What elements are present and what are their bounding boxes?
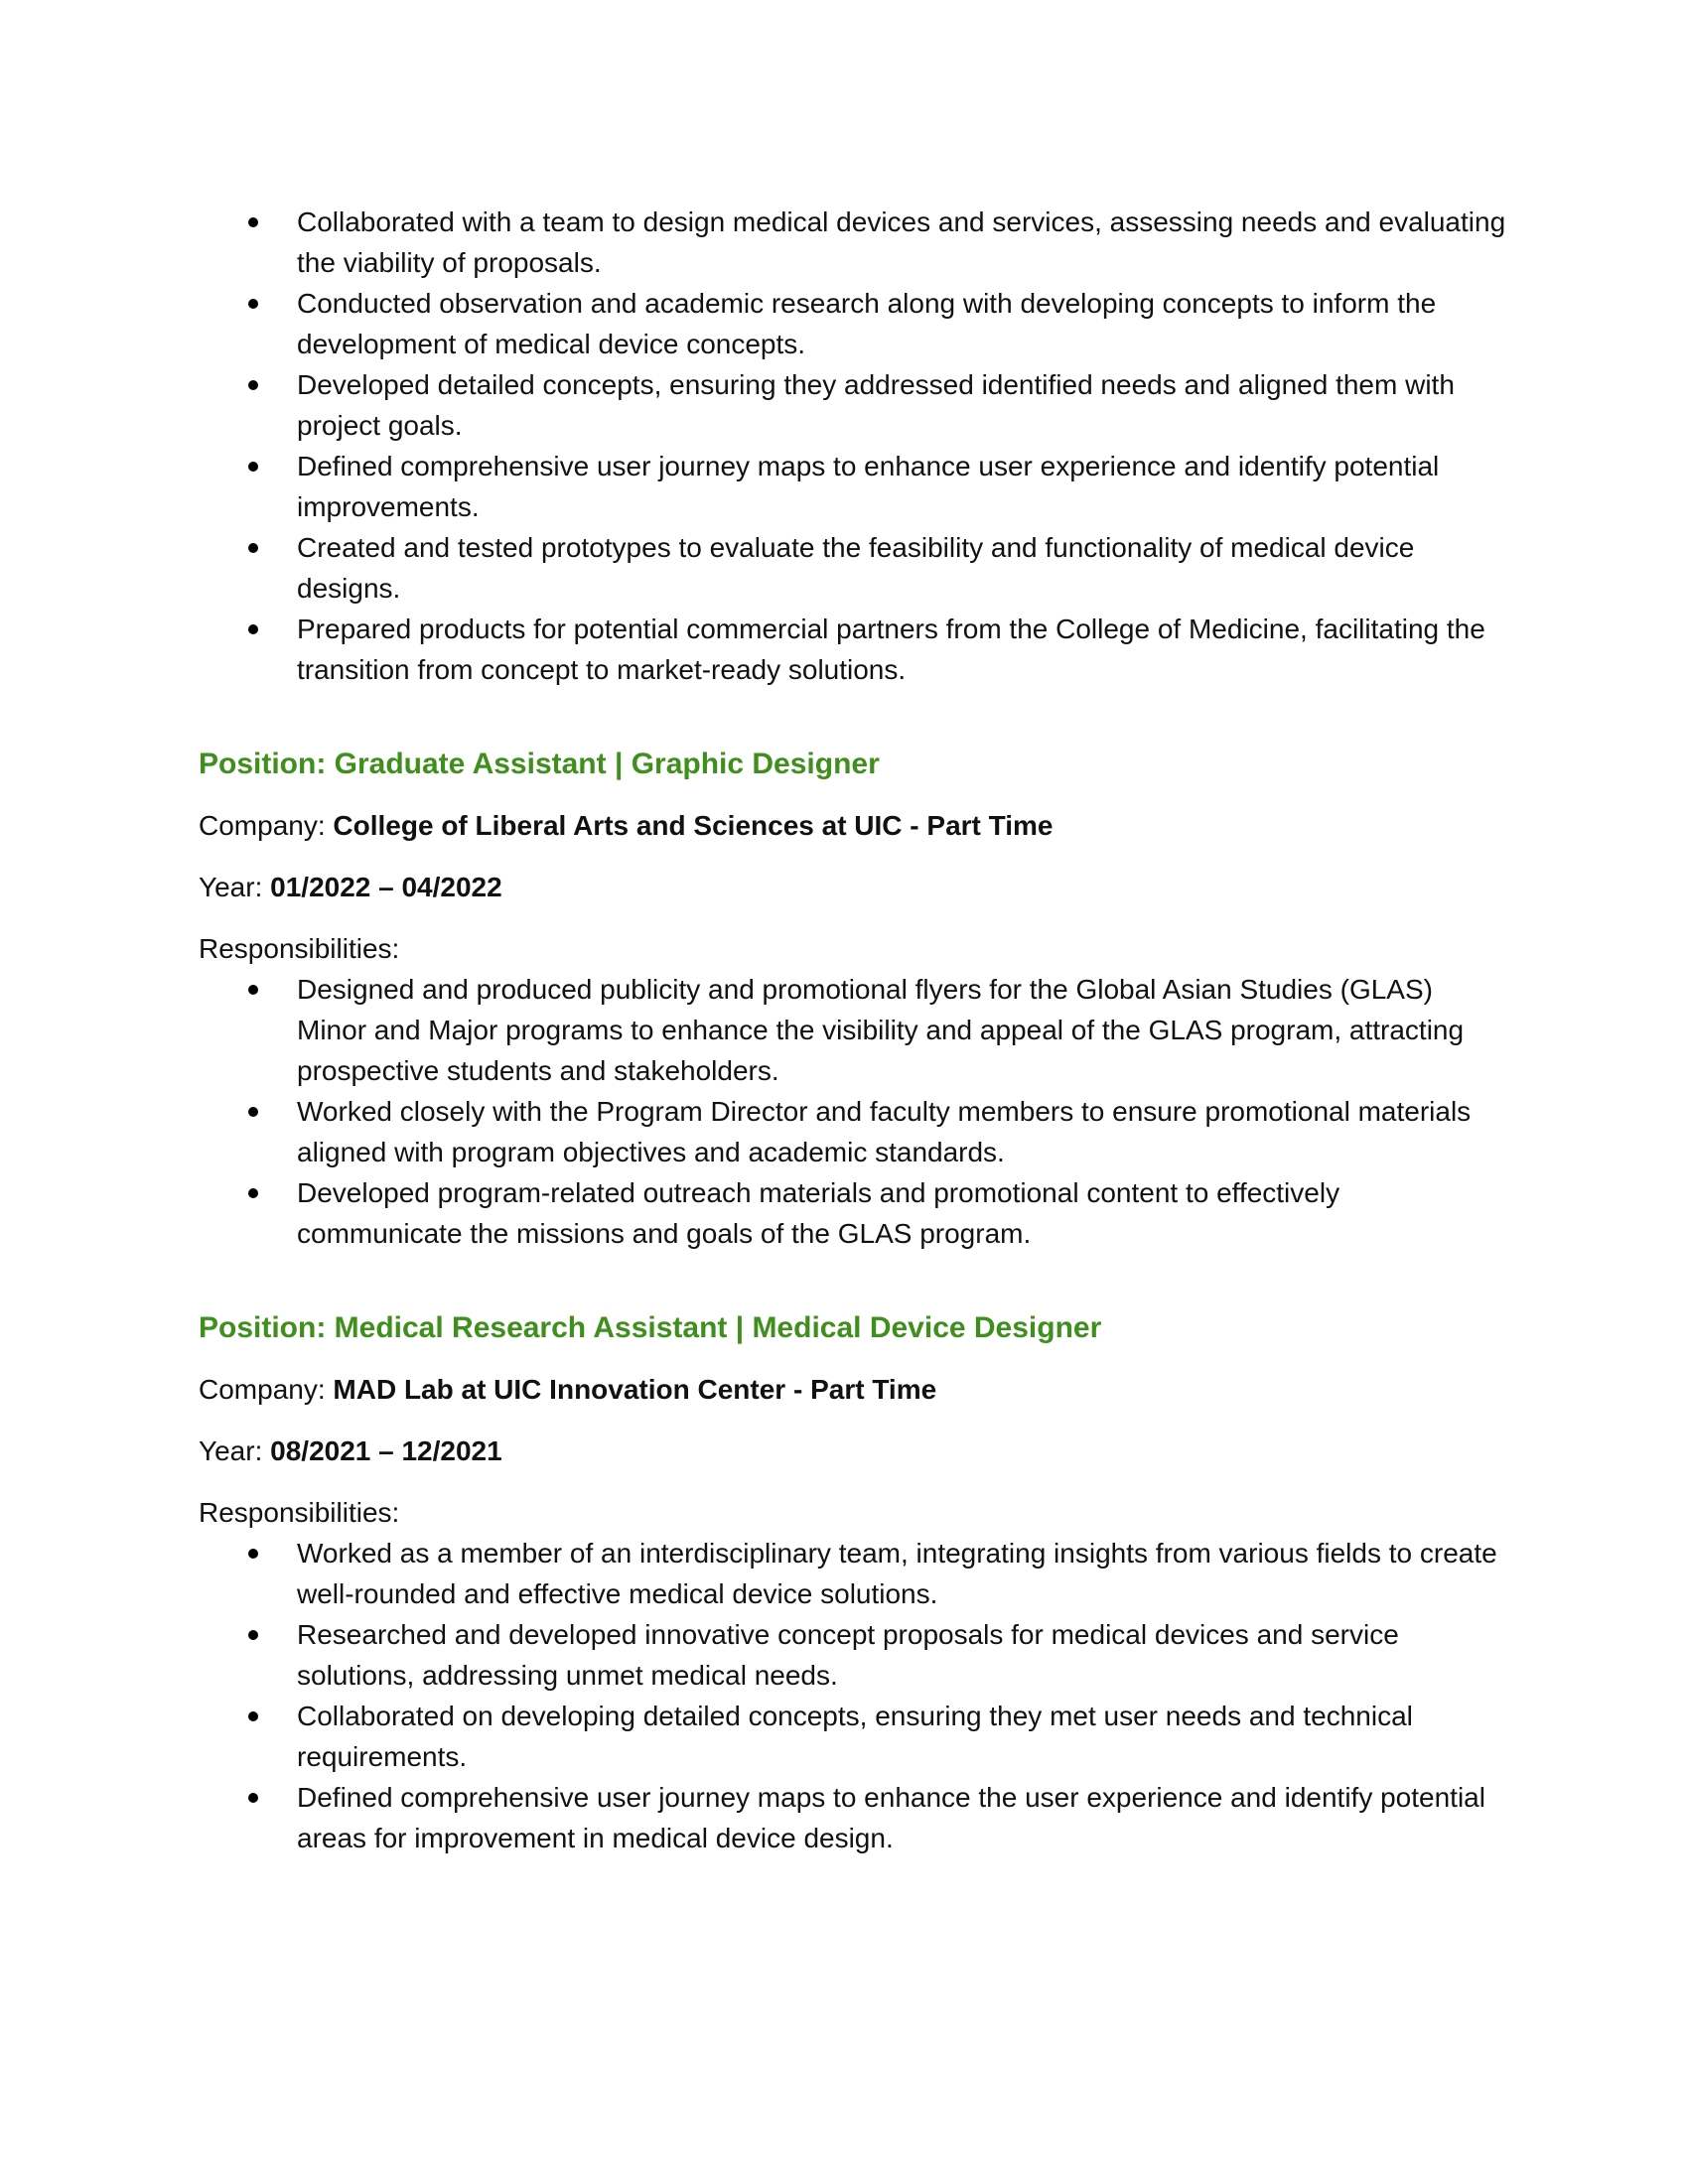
bullet-item	[199, 446, 1509, 527]
bullet-item	[199, 527, 1509, 609]
responsibilities-label: Responsibilities:	[199, 933, 400, 964]
bullet-item	[199, 364, 1509, 446]
bullet-item	[199, 1696, 1509, 1777]
company-name: MAD Lab at UIC Innovation Center - Part Time	[333, 1374, 937, 1405]
position-section-medical-research-assistant	[199, 1308, 1509, 1858]
position-title: Position: Graduate Assistant | Graphic Designer	[199, 748, 880, 780]
bullet-dot-icon	[248, 1549, 258, 1559]
year-line	[199, 1432, 1509, 1471]
bullet-dot-icon	[248, 1711, 258, 1721]
company-line	[199, 1370, 1509, 1410]
bullet-item	[199, 1777, 1509, 1858]
bullet-text: Designed and produced publicity and promotional flyers for the Global Asian Studies (GLAS) Minor and Major programs to enhance the visibility and appeal of the GLAS program, attracting prospective students and stakeholders.	[297, 974, 1465, 1086]
bullet-item	[199, 1172, 1509, 1254]
bullet-text: Researched and developed innovative concept proposals for medical devices and service solutions, addressing unmet medical needs.	[297, 1619, 1399, 1691]
bullet-text: Worked closely with the Program Director and faculty members to ensure promotional materials aligned with program objectives and academic standards.	[297, 1096, 1472, 1167]
bullet-text: Developed program-related outreach materials and promotional content to effectively communicate the missions and goals of the GLAS program.	[297, 1177, 1340, 1249]
bullet-item	[199, 1533, 1509, 1614]
bullet-item	[199, 283, 1509, 364]
bullet-item	[199, 1614, 1509, 1696]
bullet-dot-icon	[248, 380, 258, 390]
year-range: 08/2021 – 12/2021	[270, 1435, 502, 1466]
company-label: Company:	[199, 810, 334, 841]
bullet-text: Prepared products for potential commercial partners from the College of Medicine, facilitating the transition from concept to market-ready solutions.	[297, 614, 1485, 685]
responsibilities-list	[199, 969, 1509, 1254]
responsibilities-list	[199, 1533, 1509, 1858]
position-title: Position: Medical Research Assistant | Medical Device Designer	[199, 1311, 1102, 1344]
company-label: Company:	[199, 1374, 334, 1405]
bullet-item	[199, 202, 1509, 283]
experience-content	[199, 202, 1509, 1858]
bullet-dot-icon	[248, 299, 258, 309]
bullet-text: Defined comprehensive user journey maps to enhance the user experience and identify potential areas for improvement in medical device design.	[297, 1782, 1485, 1853]
bullet-text: Worked as a member of an interdisciplinary team, integrating insights from various fields to create well-rounded and effective medical device solutions.	[297, 1538, 1497, 1609]
bullet-dot-icon	[248, 624, 258, 634]
position-section-graduate-assistant	[199, 745, 1509, 1254]
bullet-item	[199, 609, 1509, 690]
bullet-dot-icon	[248, 217, 258, 227]
year-range: 01/2022 – 04/2022	[270, 872, 502, 902]
company-name: College of Liberal Arts and Sciences at UIC - Part Time	[333, 810, 1054, 841]
bullet-dot-icon	[248, 1793, 258, 1803]
bullet-dot-icon	[248, 985, 258, 995]
bullet-text: Collaborated on developing detailed concepts, ensuring they met user needs and technical requirements.	[297, 1701, 1413, 1772]
year-line	[199, 868, 1509, 907]
bullet-dot-icon	[248, 543, 258, 553]
bullet-text: Collaborated with a team to design medical devices and services, assessing needs and evaluating the viability of proposals.	[297, 206, 1506, 278]
year-label: Year:	[199, 872, 271, 902]
bullet-dot-icon	[248, 1188, 258, 1198]
responsibilities-label: Responsibilities:	[199, 1497, 400, 1528]
bullet-text: Created and tested prototypes to evaluate the feasibility and functionality of medical device designs.	[297, 532, 1415, 604]
bullet-text: Defined comprehensive user journey maps to enhance user experience and identify potential improvements.	[297, 451, 1440, 522]
bullet-dot-icon	[248, 1107, 258, 1117]
bullet-text: Developed detailed concepts, ensuring they addressed identified needs and aligned them with project goals.	[297, 369, 1455, 441]
bullet-dot-icon	[248, 1630, 258, 1640]
bullet-item	[199, 1091, 1509, 1172]
year-label: Year:	[199, 1435, 271, 1466]
intro-bullet-list	[199, 202, 1509, 690]
bullet-dot-icon	[248, 462, 258, 472]
bullet-text: Conducted observation and academic research along with developing concepts to inform the development of medical device concepts.	[297, 288, 1437, 359]
company-line	[199, 806, 1509, 846]
bullet-item	[199, 969, 1509, 1091]
